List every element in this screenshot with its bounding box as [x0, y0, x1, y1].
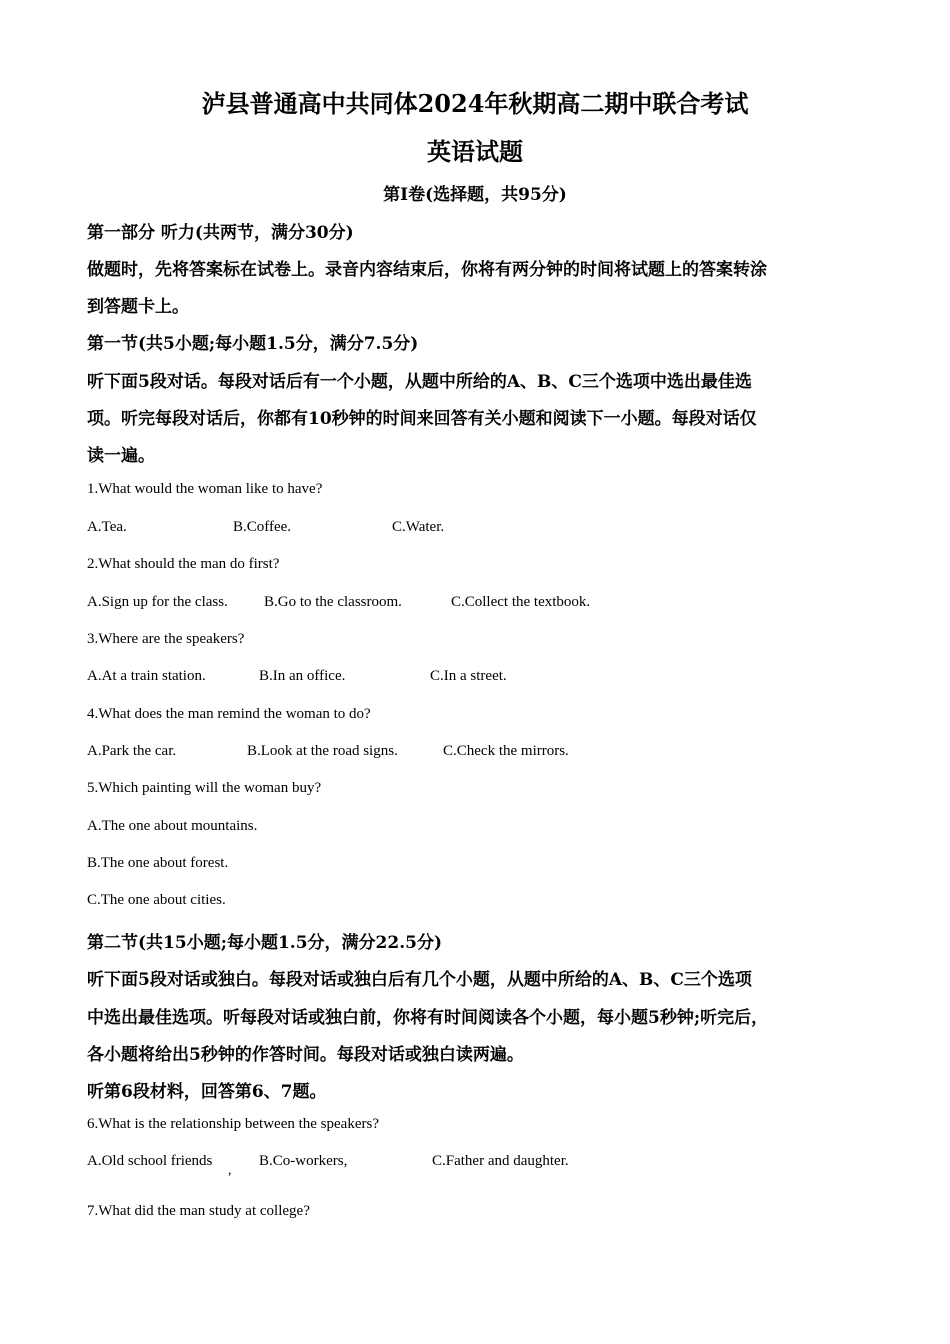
- option-c: C.In a street.: [430, 668, 507, 684]
- part1-heading: 第一部分 听力(共两节，满分30分): [87, 223, 354, 243]
- question-7: 7.What did the man study at college?: [87, 1203, 310, 1219]
- section2-instruction-line: 中选出最佳选项。听每段对话或独白前，你将有时间阅读各个小题，每小题5秒钟;听完后，: [87, 1008, 769, 1028]
- option-a: A.Tea.: [87, 519, 127, 535]
- question-5: 5.Which painting will the woman buy?: [87, 780, 322, 796]
- option-a: A.The one about mountains.: [87, 818, 258, 834]
- question-2: 2.What should the man do first?: [87, 556, 280, 572]
- question-1: 1.What would the woman like to have?: [87, 481, 323, 497]
- subject-title: 英语试题: [427, 137, 523, 166]
- question-4: 4.What does the man remind the woman to do?: [87, 706, 371, 722]
- part1-instruction-line: 到答题卡上。: [87, 297, 189, 317]
- section1-heading: 第一节(共5小题;每小题1.5分，满分7.5分): [87, 334, 419, 354]
- option-a: A.Old school friends: [87, 1153, 213, 1169]
- exam-title: 泸县普通高中共同体2024年秋期高二期中联合考试: [201, 89, 749, 118]
- section1-instruction-line: 读一遍。: [87, 446, 155, 466]
- option-c: C.The one about cities.: [87, 892, 226, 908]
- option-c: C.Collect the textbook.: [451, 594, 591, 610]
- option-a: A.Sign up for the class.: [87, 594, 228, 610]
- material-6-heading: 听第6段材料，回答第6、7题。: [87, 1082, 327, 1102]
- stray-comma: ,: [228, 1163, 232, 1178]
- option-b: B.Go to the classroom.: [264, 594, 402, 610]
- section2-instruction-line: 听下面5段对话或独白。每段对话或独白后有几个小题，从题中所给的A、B、C三个选项: [87, 970, 752, 990]
- section1-instruction-line: 项。听完每段对话后，你都有10秒钟的时间来回答有关小题和阅读下一小题。每段对话仅: [87, 409, 757, 429]
- option-c: C.Water.: [392, 519, 445, 535]
- section2-heading: 第二节(共15小题;每小题1.5分，满分22.5分): [87, 933, 442, 953]
- question-6: 6.What is the relationship between the speakers?: [87, 1116, 379, 1132]
- option-c: C.Check the mirrors.: [443, 743, 569, 759]
- option-a: A.Park the car.: [87, 743, 177, 759]
- section2-instruction-line: 各小题将给出5秒钟的作答时间。每段对话或独白读两遍。: [87, 1045, 524, 1065]
- section1-instruction-line: 听下面5段对话。每段对话后有一个小题，从题中所给的A、B、C三个选项中选出最佳选: [87, 372, 752, 392]
- option-b: B.Co-workers,: [259, 1153, 348, 1169]
- option-b: B.Look at the road signs.: [247, 743, 398, 759]
- option-b: B.In an office.: [259, 668, 346, 684]
- volume-heading: 第I卷(选择题，共95分): [383, 185, 567, 205]
- option-a: A.At a train station.: [87, 668, 206, 684]
- question-3: 3.Where are the speakers?: [87, 631, 245, 647]
- part1-instruction-line: 做题时，先将答案标在试卷上。录音内容结束后，你将有两分钟的时间将试题上的答案转涂: [87, 260, 767, 280]
- option-b: B.The one about forest.: [87, 855, 229, 871]
- option-c: C.Father and daughter.: [432, 1153, 569, 1169]
- option-b: B.Coffee.: [233, 519, 292, 535]
